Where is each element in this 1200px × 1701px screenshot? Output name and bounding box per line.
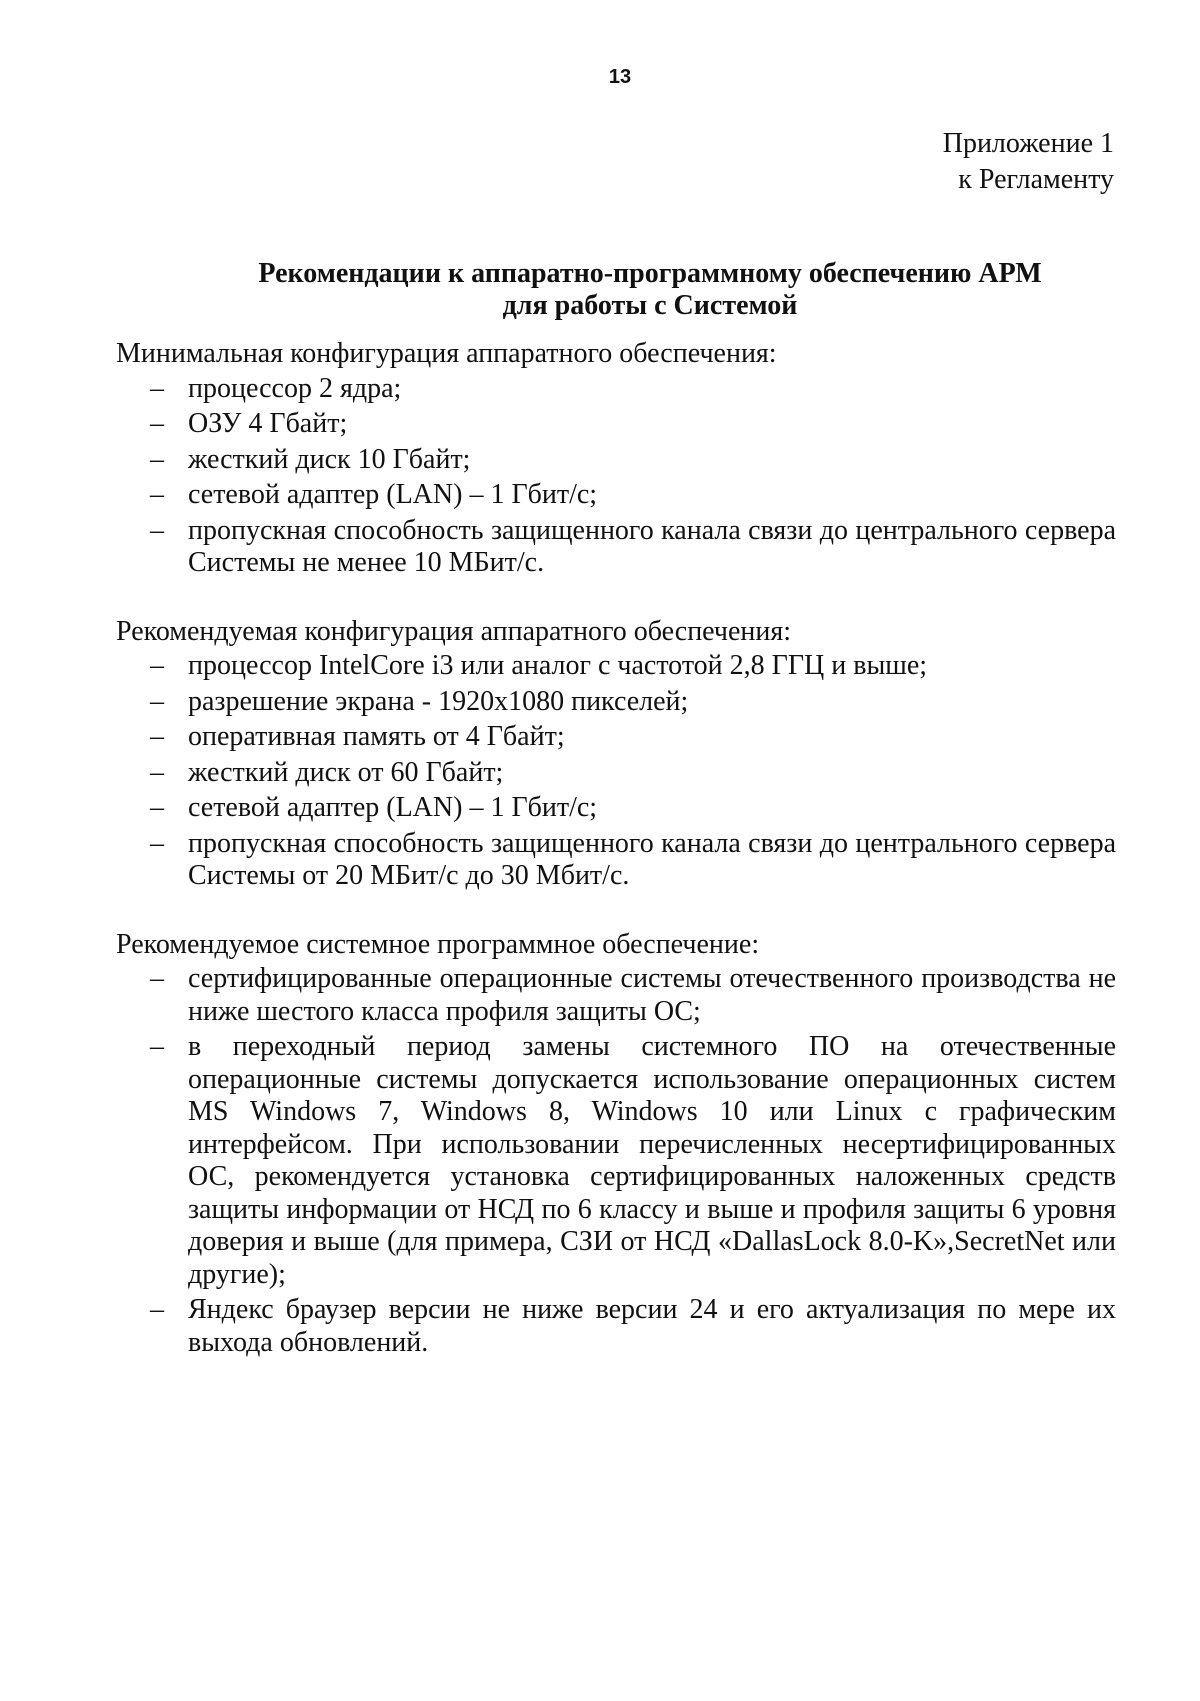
section-recommended-hardware [116,616,1116,893]
bullet-dash: – [150,721,164,752]
list-item-text: процессор 2 ядра; [188,372,402,404]
list-item [116,1031,1116,1291]
bullet-list [116,650,1116,893]
section-heading: Минимальная конфигурация аппаратного обеспечения: [116,338,777,369]
list-item [116,479,1116,512]
list-item [116,373,1116,406]
list-item [116,792,1116,825]
section-minimal-hardware [116,338,1116,580]
bullet-dash: – [150,685,164,717]
list-item-text: в переходный период замены системного ПО на отечественные операционные системы допускается использование операционных систем MS Windows 7, Windows 8, Windows 10 или Linux с графическим интерфейсом. При использовании перечисленных несертифицированных ОС, рекомендуется установка сертифицированных наложенных средств защиты информации от НСД по 6 классу и выше и профиля защиты 6 уровня доверия и выше (для примера, СЗИ от НСД «DallasLock 8.0-K»,SecretNet или другие); [188,1031,1116,1290]
bullet-dash: – [150,443,164,475]
bullet-dash: – [150,756,164,788]
bullet-dash: – [150,1294,164,1325]
bullet-dash: – [150,792,164,823]
list-item [116,408,1116,441]
document-title-line-2: для работы с Системой [502,290,798,321]
document-body [116,338,1116,1395]
bullet-dash: – [150,650,164,681]
list-item-text: разрешение экрана - 1920x1080 пикселей; [188,685,689,717]
page-number: 13 [608,66,632,88]
list-item [116,721,1116,754]
list-item-text: сетевой адаптер (LAN) – 1 Гбит/с; [188,792,598,823]
section-heading: Рекомендуемое системное программное обеспечение: [116,928,760,960]
list-item [116,828,1116,893]
list-item-text: пропускная способность защищенного канала связи до центрального сервера Системы от 20 МБит/с до 30 Мбит/с. [188,827,1116,891]
list-item [116,444,1116,477]
list-item-text: сертифицированные операционные системы отечественного производства не ниже шестого класса профиля защиты ОС; [188,963,1116,1027]
appendix-line-1: Приложение 1 [942,128,1114,159]
bullet-dash: – [150,408,164,439]
list-item-text: процессор IntelCore i3 или аналог с частотой 2,8 ГГЦ и выше; [188,650,928,681]
list-item-text: сетевой адаптер (LAN) – 1 Гбит/с; [188,479,598,510]
bullet-dash: – [150,1031,164,1062]
bullet-dash: – [150,372,164,404]
bullet-dash: – [150,479,164,510]
list-item-text: Яндекс браузер версии не ниже версии 24 и его актуализация по мере их выхода обновлений. [188,1294,1116,1358]
bullet-list [116,963,1116,1359]
appendix-reference [943,126,1114,198]
bullet-dash: – [150,827,164,859]
list-item [116,757,1116,790]
list-item-text: жесткий диск от 60 Гбайт; [188,756,504,788]
list-item-text: пропускная способность защищенного канала связи до центрального сервера Системы не менее 10 МБит/с. [188,514,1116,578]
section-recommended-software [116,929,1116,1360]
list-item [116,1294,1116,1359]
bullet-dash: – [150,514,164,546]
appendix-line-2: к Регламенту [958,164,1114,195]
list-item-text: ОЗУ 4 Гбайт; [188,408,348,439]
bullet-list [116,373,1116,580]
list-item [116,963,1116,1028]
list-item [116,650,1116,683]
list-item [116,515,1116,580]
list-item-text: оперативная память от 4 Гбайт; [188,721,565,752]
section-heading: Рекомендуемая конфигурация аппаратного обеспечения: [116,615,792,647]
document-title [110,258,1190,322]
bullet-dash: – [150,963,164,994]
list-item [116,686,1116,719]
list-item-text: жесткий диск 10 Гбайт; [188,443,471,475]
document-title-line-1: Рекомендации к аппаратно-программному обеспечению АРМ [258,258,1042,289]
